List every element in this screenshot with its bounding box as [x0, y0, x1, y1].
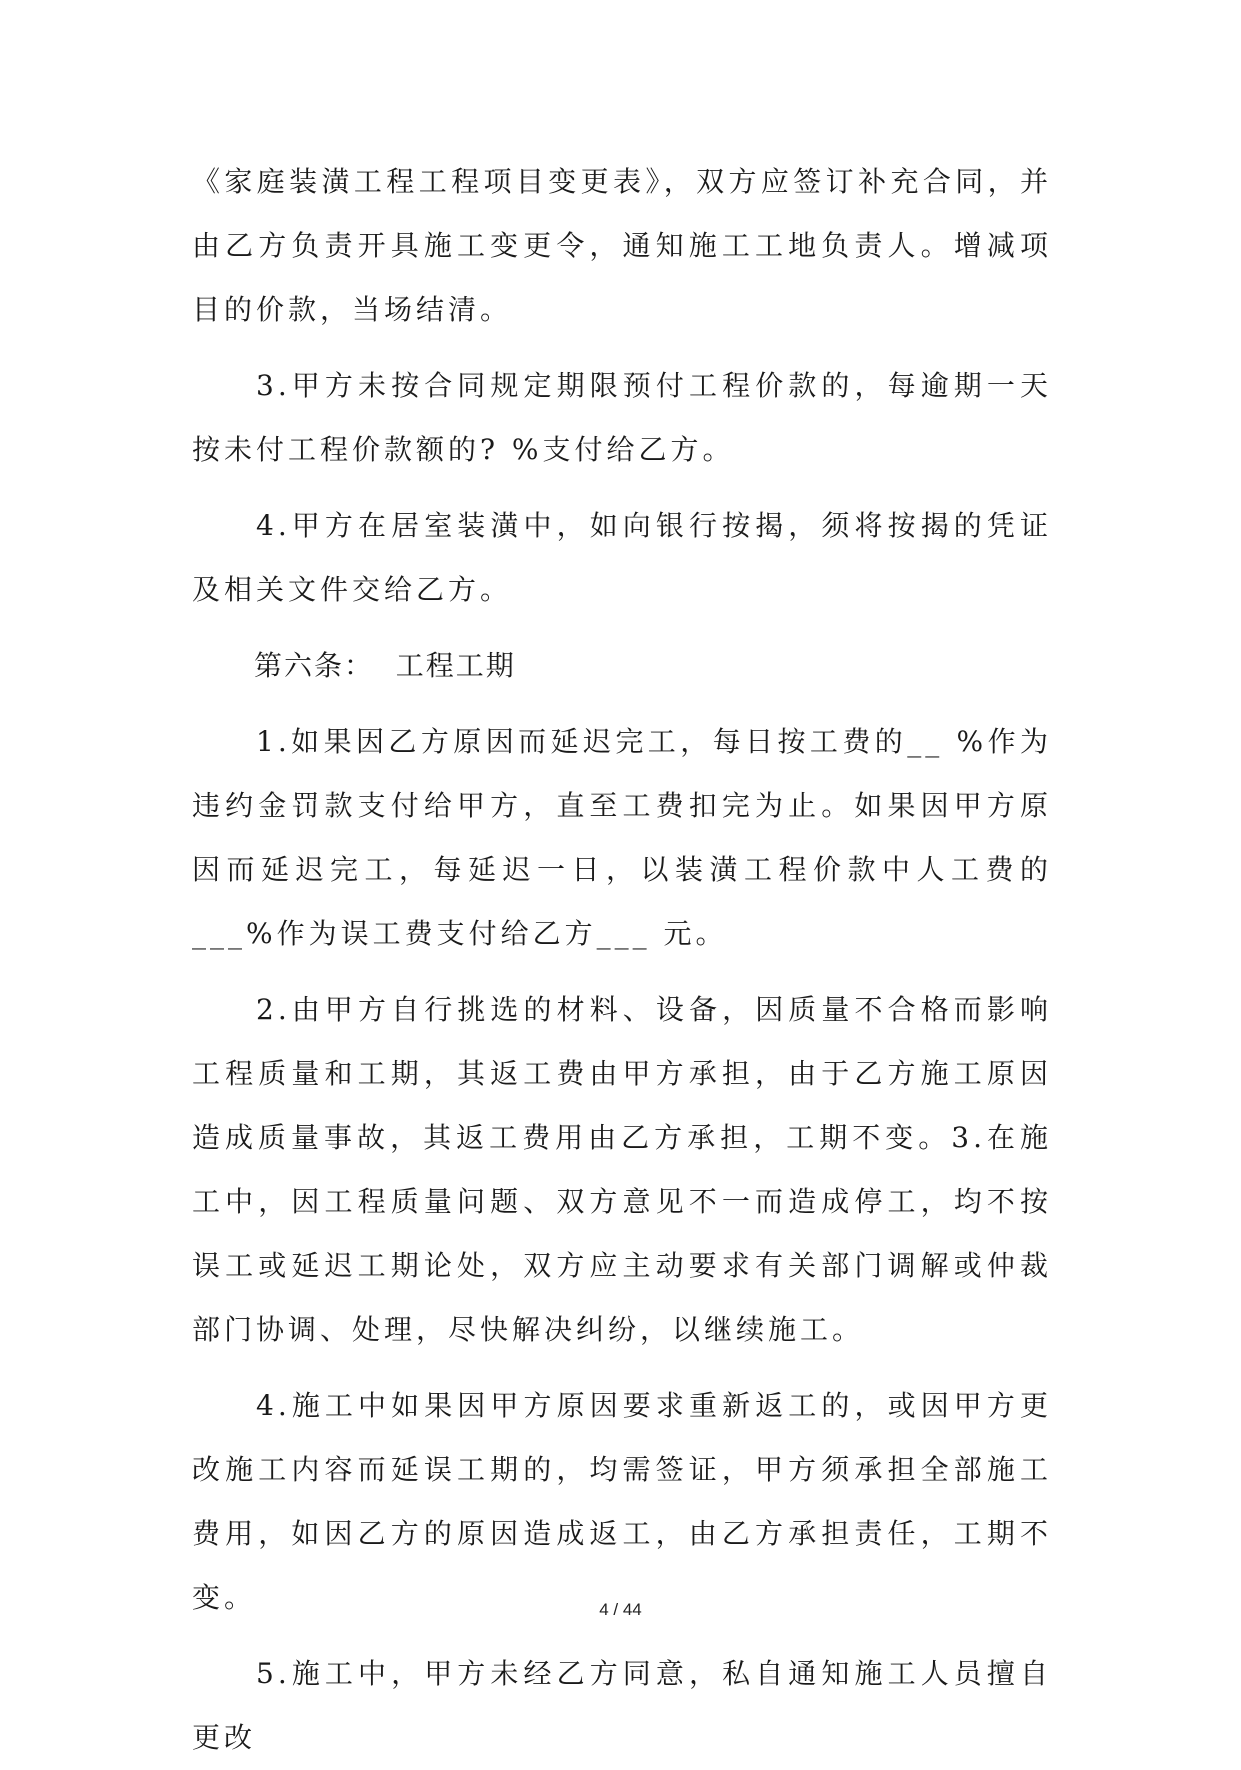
paragraph-clause-2-materials: 2.由甲方自行挑选的材料、设备，因质量不合格而影响工程质量和工期，其返工费由甲方承担，由于乙方施工原因造成质量事故，其返工费用由乙方承担，工期不变。3.在施工中，因工程质量问题、双方意见不一而造成停工，均不按误工或延迟工期论处，双方应主动要求有关部门调解或仲裁部门协调、处理，尽快解决纠纷，以继续施工。 — [192, 993, 1052, 1346]
paragraph-clause-5-unauthorized-change: 5.施工中，甲方未经乙方同意，私自通知施工人员擅自更改 — [192, 1657, 1052, 1754]
paragraph-change-form-clause: 《家庭装潢工程工程项目变更表》，双方应签订补充合同，并由乙方负责开具施工变更令，通知施工工地负责人。增减项目的价款，当场结清。 — [192, 165, 1052, 326]
paragraph-clause-4-mortgage: 4.甲方在居室装潢中，如向银行按揭，须将按揭的凭证及相关文件交给乙方。 — [192, 509, 1052, 606]
paragraph-clause-3-late-payment: 3.甲方未按合同规定期限预付工程价款的，每逾期一天按未付工程价款额的? %支付给乙方。 — [192, 369, 1052, 466]
paragraph-clause-4-rework: 4.施工中如果因甲方原因要求重新返工的，或因甲方更改施工内容而延误工期的，均需签证，甲方须承担全部施工费用，如因乙方的原因造成返工，由乙方承担责任，工期不变。 — [192, 1389, 1052, 1614]
paragraph-clause-1-delay: 1.如果因乙方原因而延迟完工，每日按工费的__ %作为违约金罚款支付给甲方，直至工费扣完为止。如果因甲方原因而延迟完工，每延迟一日，以装潢工程价款中人工费的___%作为误工费支付给乙方___ 元。 — [192, 725, 1052, 950]
page-number: 4 / 44 — [599, 1600, 642, 1619]
document-body — [192, 150, 1052, 1770]
section-heading-article-6: 第六条： 工程工期 — [254, 649, 516, 682]
